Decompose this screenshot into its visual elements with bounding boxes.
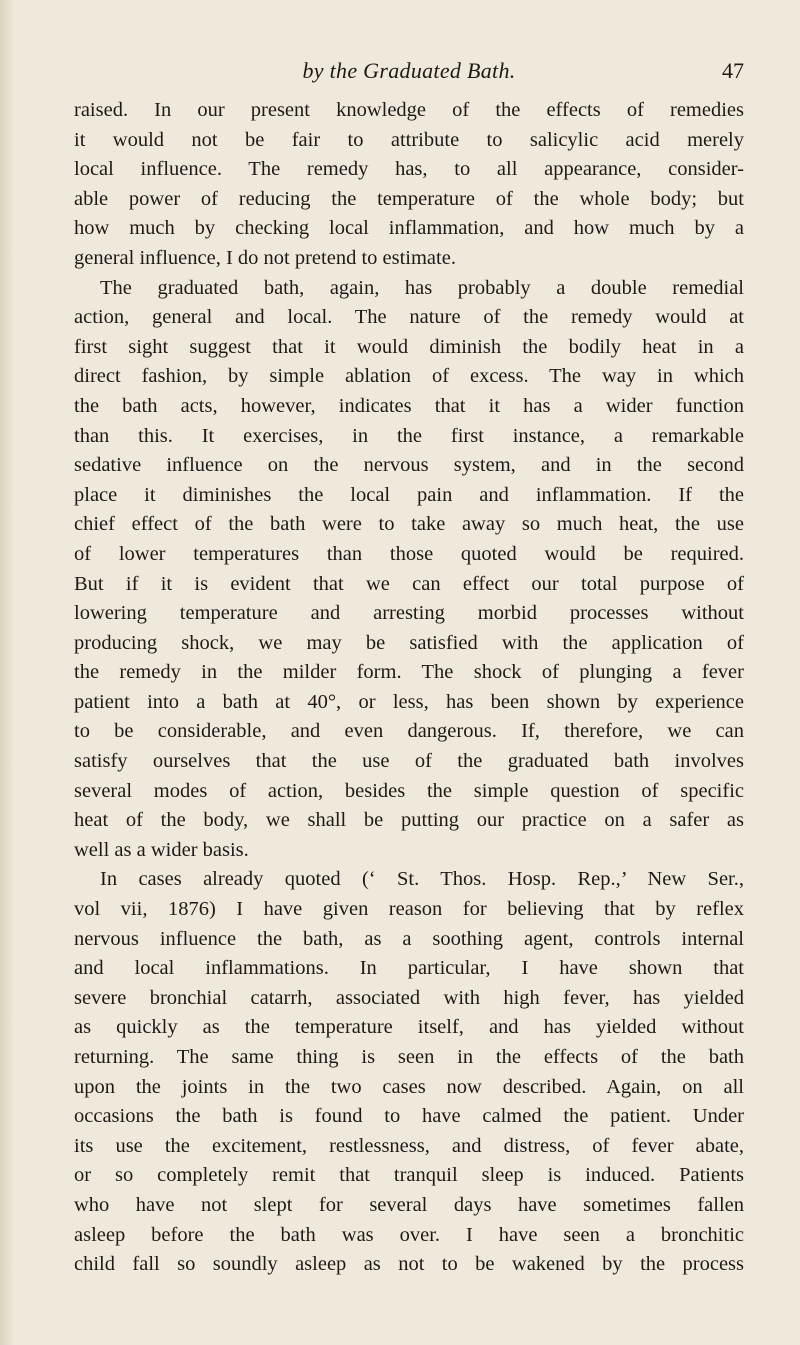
text-line: asleep before the bath was over. I have seen a bronchitic <box>74 1223 744 1246</box>
text-line: as quickly as the temperature itself, and has yielded without <box>74 1016 744 1039</box>
text-line: able power of reducing the temperature of the whole body; but <box>74 187 744 210</box>
text-line: several modes of action, besides the simple question of specific <box>74 779 744 802</box>
text-line: direct fashion, by simple ablation of excess. The way in which <box>74 365 744 388</box>
text-line: nervous influence the bath, as a soothing agent, controls internal <box>74 927 744 950</box>
text-line: or so completely remit that tranquil sleep is induced. Patients <box>74 1164 744 1187</box>
text-line: the remedy in the milder form. The shock of plunging a fever <box>74 661 744 684</box>
text-line: producing shock, we may be satisfied with the application of <box>74 631 744 654</box>
text-line: local influence. The remedy has, to all appearance, consider- <box>74 158 744 181</box>
text-line: of lower temperatures than those quoted would be required. <box>74 542 744 565</box>
text-line: patient into a bath at 40°, or less, has been shown by experience <box>74 690 744 713</box>
text-line: The graduated bath, again, has probably a double remedial <box>100 276 744 299</box>
text-line: general influence, I do not pretend to estimate. <box>74 246 456 269</box>
text-line: and local inflammations. In particular, I have shown that <box>74 957 744 980</box>
body-text <box>74 96 744 1280</box>
text-line: the bath acts, however, indicates that it has a wider function <box>74 394 744 417</box>
text-line: first sight suggest that it would diminish the bodily heat in a <box>74 335 744 358</box>
running-head: by the Graduated Bath. <box>302 58 516 83</box>
text-line: place it diminishes the local pain and inflammation. If the <box>74 483 744 506</box>
text-line: its use the excitement, restlessness, and distress, of fever abate, <box>74 1134 744 1157</box>
text-line: child fall so soundly asleep as not to be wakened by the process <box>74 1253 744 1276</box>
text-line: upon the joints in the two cases now described. Again, on all <box>74 1075 744 1098</box>
page-edge-shadow <box>0 0 14 1345</box>
text-line: vol vii, 1876) I have given reason for believing that by reflex <box>74 898 744 921</box>
text-line: sedative influence on the nervous system, and in the second <box>74 454 744 477</box>
text-line: who have not slept for several days have sometimes fallen <box>74 1193 744 1216</box>
text-line: satisfy ourselves that the use of the graduated bath involves <box>74 750 744 773</box>
text-line: than this. It exercises, in the first instance, a remarkable <box>74 424 744 447</box>
text-line: occasions the bath is found to have calmed the patient. Under <box>74 1105 744 1128</box>
text-line: severe bronchial catarrh, associated with high fever, has yielded <box>74 986 744 1009</box>
text-line: well as a wider basis. <box>74 838 249 861</box>
text-line: lowering temperature and arresting morbid processes without <box>74 602 744 625</box>
text-line: to be considerable, and even dangerous. If, therefore, we can <box>74 720 744 743</box>
text-line: In cases already quoted (‘ St. Thos. Hosp. Rep.,’ New Ser., <box>100 868 744 891</box>
text-line: returning. The same thing is seen in the effects of the bath <box>74 1046 744 1068</box>
text-line: it would not be fair to attribute to salicylic acid merely <box>74 128 744 151</box>
page-number: 47 <box>722 58 744 83</box>
text-line: raised. In our present knowledge of the effects of remedies <box>74 99 744 121</box>
text-line: how much by checking local inflammation, and how much by a <box>74 217 744 240</box>
text-line: action, general and local. The nature of the remedy would at <box>74 306 744 329</box>
text-line: chief effect of the bath were to take away so much heat, the use <box>74 513 744 536</box>
text-line: heat of the body, we shall be putting our practice on a safer as <box>74 809 744 832</box>
page-header <box>74 58 744 92</box>
text-line: But if it is evident that we can effect our total purpose of <box>74 572 744 595</box>
